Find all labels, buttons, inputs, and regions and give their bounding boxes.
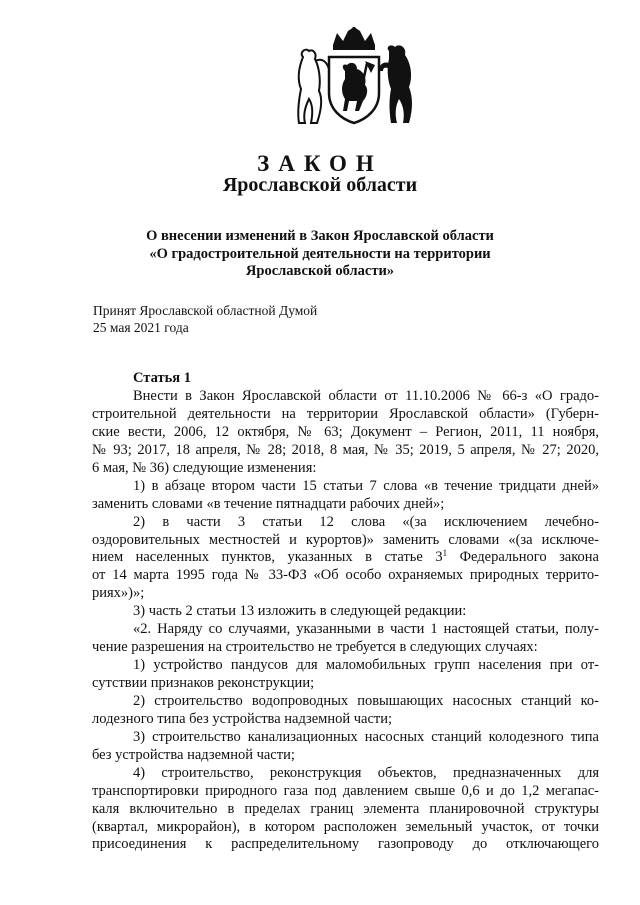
article-text-line: 3) часть 2 статьи 13 изложить в следующей редакции: xyxy=(133,603,467,620)
article-text-line: 2) в части 3 статьи 12 слова «(за исключением лечебно- xyxy=(133,513,599,530)
article-text-line: 1) в абзаце втором части 15 статьи 7 слова «в течение тридцати дней» xyxy=(133,477,599,494)
law-subtitle xyxy=(0,228,640,281)
article-heading: Статья 1 xyxy=(133,370,191,386)
article-text-line: нием населенных пунктов, указанных в статье $3^1$ Федерального закона xyxy=(92,548,599,566)
article-text-line: строительной деятельности на территории Ярославской области» (Губерн- xyxy=(92,405,599,422)
adoption-date: 25 мая 2021 года xyxy=(93,319,189,335)
article-text-line: транспортировки природного газа под давлением свыше 0,6 и до 1,2 мегапас- xyxy=(92,782,599,799)
article-text-line: 3) строительство канализационных насосных станций колодезного типа xyxy=(133,728,599,745)
document-type-title: ЗАКОН xyxy=(257,151,383,176)
article-body xyxy=(92,388,599,854)
article-text-line: 6 мая, № 36) следующие изменения: xyxy=(92,459,317,476)
yaroslavl-region-coat-of-arms-icon xyxy=(289,27,419,129)
article-text-line: риях»)»; xyxy=(92,585,145,602)
article-text-line: каля включительно в пределах границ элемента планировочной структуры xyxy=(92,800,599,817)
article-text-line: заменить словами «в течение пятнадцати рабочих дней»; xyxy=(92,495,445,512)
subtitle-line: Ярославской области» xyxy=(245,263,395,279)
article-text-line: 2) строительство водопроводных повышающих насосных станций ко- xyxy=(133,692,599,709)
article-text-line: чение разрешения на строительство не требуется в следующих случаях: xyxy=(92,639,538,656)
adoption-body: Принят Ярославской областной Думой xyxy=(93,303,318,318)
subtitle-line: «О градостроительной деятельности на территории xyxy=(149,245,491,262)
article-text-line: от 14 марта 1995 года № 33-ФЗ «Об особо охраняемых природных террито- xyxy=(92,567,599,584)
article-text-line: «2. Наряду со случаями, указанными в части 1 настоящей статьи, полу- xyxy=(133,621,599,638)
article-text-line: лодезного типа без устройства надземной части; xyxy=(92,710,393,727)
article-text-line: 1) устройство пандусов для маломобильных групп населения при от- xyxy=(133,657,599,674)
article-text-line: Внести в Закон Ярославской области от 11.10.2006 № 66-з «О градо- xyxy=(133,388,599,404)
article-text-line: присоединения к распределительному газопроводу до отключающего xyxy=(92,836,599,853)
adoption-note xyxy=(93,303,317,336)
article-text-line: 4) строительство, реконструкция объектов, предназначенных для xyxy=(133,764,599,781)
region-title: Ярославской области xyxy=(222,174,418,196)
article-text-line: сутствии признаков реконструкции; xyxy=(92,675,315,691)
article-text-line: оздоровительных местностей и курортов)» заменить словами «(за исключе- xyxy=(92,531,599,548)
article-text-line: без устройства надземной части; xyxy=(92,746,295,763)
article-text-line: (квартал, микрорайон), в котором расположен земельный участок, от точки xyxy=(92,818,599,835)
article-text-line: ские вести, 2006, 12 октября, № 63; Документ – Регион, 2011, 11 ноября, xyxy=(92,423,599,440)
subtitle-line: О внесении изменений в Закон Ярославской области xyxy=(146,228,494,244)
article-text-line: № 93; 2017, 18 апреля, № 28; 2018, 8 мая, № 35; 2019, 5 апреля, № 27; 2020, xyxy=(92,441,599,458)
